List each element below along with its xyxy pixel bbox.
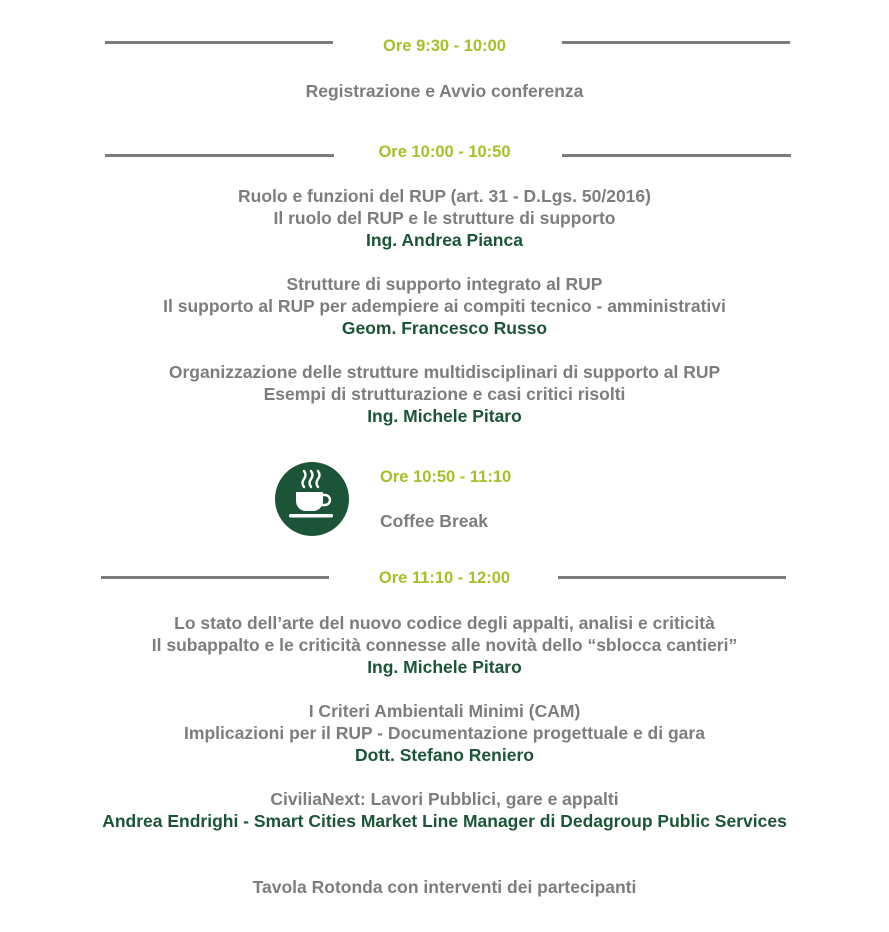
agenda-item <box>0 185 889 251</box>
agenda-item-title: Registrazione e Avvio conferenza <box>305 81 584 101</box>
agenda-item-speaker: Ing. Michele Pitaro <box>367 406 522 426</box>
agenda-item-subtitle: Il supporto al RUP per adempiere ai compiti tecnico - amministrativi <box>163 296 726 316</box>
agenda-item-title: CiviliaNext: Lavori Pubblici, gare e appalti <box>270 789 619 809</box>
agenda-item-title: Ruolo e funzioni del RUP (art. 31 - D.Lgs. 50/2016) <box>238 186 651 206</box>
coffee-cup-svg <box>275 462 349 536</box>
coffee-cup-icon <box>275 462 349 536</box>
agenda-item <box>0 80 889 102</box>
agenda-item <box>0 876 889 898</box>
session-time: Ore 9:30 - 10:00 <box>383 37 506 55</box>
agenda-item-title: Organizzazione delle strutture multidisciplinari di supporto al RUP <box>168 362 721 382</box>
agenda-item-subtitle: Il subappalto e le criticità connesse alle novità dello “sblocca cantieri” <box>151 635 738 655</box>
agenda-item-title: Tavola Rotonda con interventi dei partecipanti <box>252 877 637 897</box>
agenda-item-speaker: Ing. Andrea Pianca <box>366 230 523 250</box>
agenda-item-title: Strutture di supporto integrato al RUP <box>286 274 603 294</box>
agenda-item-subtitle: Esempi di strutturazione e casi critici risolti <box>263 384 626 404</box>
session-time: Ore 11:10 - 12:00 <box>378 569 511 587</box>
agenda-item <box>0 612 889 678</box>
agenda-item-speaker: Geom. Francesco Russo <box>341 318 548 338</box>
session-time: Ore 10:00 - 10:50 <box>378 143 511 161</box>
agenda-item-speaker: Andrea Endrighi - Smart Cities Market Line Manager di Dedagroup Public Services <box>102 811 787 831</box>
agenda-item <box>0 273 889 339</box>
agenda-item <box>100 788 789 832</box>
agenda-item <box>0 700 889 766</box>
agenda-item-speaker: Dott. Stefano Reniero <box>355 745 534 765</box>
agenda-item-title: Lo stato dell’arte del nuovo codice degli appalti, analisi e criticità <box>174 613 715 633</box>
agenda-item <box>0 361 889 427</box>
agenda-item-title: I Criteri Ambientali Minimi (CAM) <box>308 701 581 721</box>
coffee-break-time: Ore 10:50 - 11:10 <box>380 468 512 486</box>
agenda-item-speaker: Ing. Michele Pitaro <box>367 657 522 677</box>
agenda-item-subtitle: Il ruolo del RUP e le strutture di supporto <box>273 208 616 228</box>
coffee-break-label: Coffee Break <box>380 511 488 531</box>
agenda-item-subtitle: Implicazioni per il RUP - Documentazione progettuale e di gara <box>184 723 705 743</box>
